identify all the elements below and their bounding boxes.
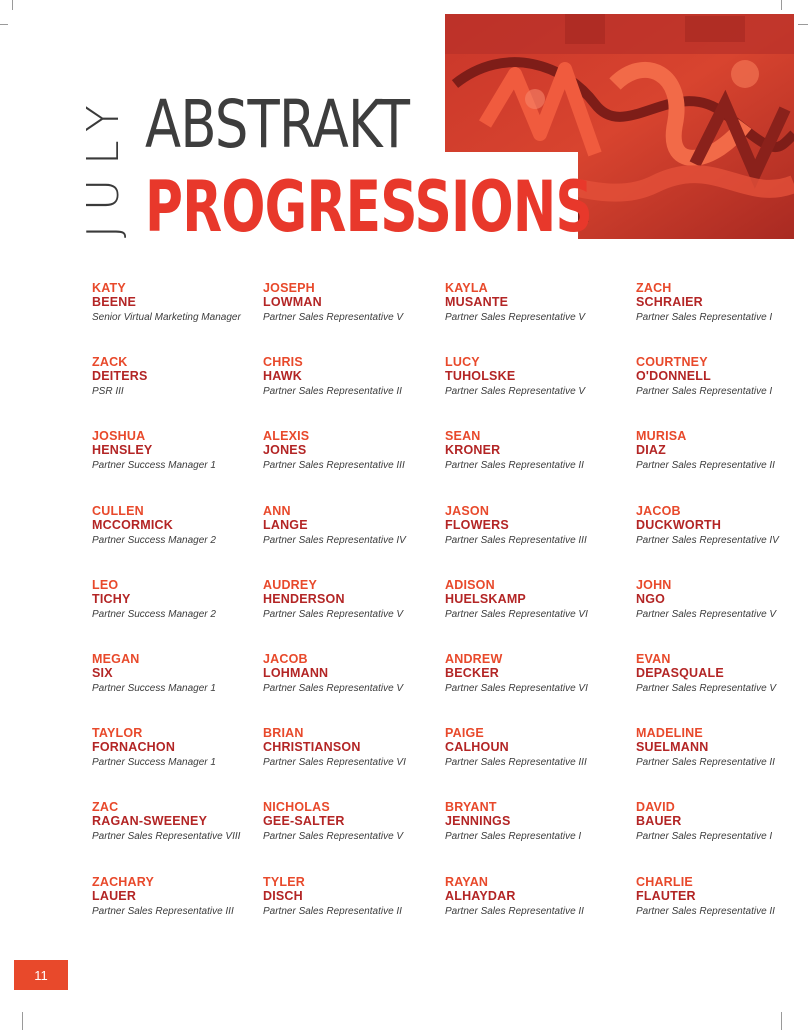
job-title: Partner Sales Representative VI — [445, 682, 588, 694]
last-name: SIX — [92, 665, 113, 680]
job-title: Partner Sales Representative II — [636, 757, 775, 769]
first-name: ZACK — [92, 355, 128, 370]
person-entry — [92, 430, 262, 504]
last-name: BAUER — [636, 814, 682, 829]
last-name: LOHMANN — [263, 665, 329, 680]
column-3 — [445, 282, 615, 950]
last-name: LOWMAN — [263, 295, 322, 309]
person-entry — [92, 801, 262, 875]
last-name: SUELMANN — [636, 740, 709, 755]
first-name: PAIGE — [445, 726, 484, 741]
person-entry — [92, 356, 262, 430]
last-name: FLAUTER — [636, 888, 696, 903]
first-name: ZAC — [92, 800, 119, 815]
last-name: TICHY — [92, 591, 131, 606]
first-name: SEAN — [445, 429, 481, 444]
person-entry — [445, 505, 615, 579]
last-name: SCHRAIER — [636, 295, 703, 309]
person-entry — [445, 430, 615, 504]
job-title: Partner Sales Representative I — [636, 386, 773, 398]
last-name: FLOWERS — [445, 517, 509, 532]
last-name: JONES — [263, 443, 307, 458]
job-title: Partner Sales Representative V — [445, 386, 586, 398]
job-title: Partner Sales Representative II — [263, 386, 402, 398]
last-name: MCCORMICK — [92, 517, 173, 532]
first-name: TYLER — [263, 874, 305, 889]
last-name: BECKER — [445, 665, 499, 680]
job-title: Partner Sales Representative III — [445, 757, 587, 769]
first-name: ANN — [263, 503, 291, 518]
last-name: DEITERS — [92, 369, 148, 384]
last-name: RAGAN-SWEENEY — [92, 814, 208, 829]
job-title: Partner Sales Representative V — [445, 312, 586, 323]
last-name: HUELSKAMP — [445, 591, 526, 606]
job-title: Partner Sales Representative VI — [263, 757, 406, 769]
job-title: Partner Sales Representative V — [636, 608, 777, 620]
last-name: DIAZ — [636, 443, 666, 458]
last-name: NGO — [636, 591, 666, 606]
last-name: DISCH — [263, 888, 303, 903]
person-entry — [92, 727, 262, 801]
last-name: ALHAYDAR — [445, 888, 516, 903]
first-name: KAYLA — [445, 281, 488, 295]
job-title: Partner Sales Representative III — [263, 460, 405, 472]
job-title: Partner Sales Representative III — [445, 534, 587, 546]
job-title: Senior Virtual Marketing Manager — [92, 312, 241, 323]
job-title: Partner Sales Representative IV — [636, 534, 779, 546]
first-name: CULLEN — [92, 503, 144, 518]
person-entry — [263, 282, 433, 356]
job-title: Partner Sales Representative II — [445, 905, 584, 917]
person-entry — [636, 801, 806, 875]
last-name: BEENE — [92, 295, 137, 309]
month-label: JULY — [78, 91, 129, 238]
person-entry — [636, 876, 806, 950]
first-name: LUCY — [445, 355, 480, 370]
last-name: JENNINGS — [445, 814, 511, 829]
first-name: AUDREY — [263, 577, 317, 592]
job-title: PSR III — [92, 386, 124, 398]
first-name: ALEXIS — [263, 429, 310, 444]
last-name: DUCKWORTH — [636, 517, 722, 532]
first-name: ADISON — [445, 577, 495, 592]
job-title: Partner Sales Representative V — [263, 831, 404, 843]
first-name: JOSHUA — [92, 429, 146, 444]
first-name: JACOB — [263, 651, 308, 666]
person-entry — [263, 356, 433, 430]
last-name: HAWK — [263, 369, 302, 384]
column-1 — [92, 282, 262, 950]
last-name: HENSLEY — [92, 443, 153, 458]
last-name: CHRISTIANSON — [263, 740, 361, 755]
person-entry — [445, 727, 615, 801]
person-entry — [92, 505, 262, 579]
column-2 — [263, 282, 433, 950]
first-name: LEO — [92, 577, 119, 592]
person-entry — [263, 579, 433, 653]
person-entry — [445, 356, 615, 430]
job-title: Partner Sales Representative VI — [445, 608, 588, 620]
job-title: Partner Sales Representative I — [445, 831, 582, 843]
column-4 — [636, 282, 806, 950]
person-entry — [636, 727, 806, 801]
first-name: CHRIS — [263, 355, 303, 370]
job-title: Partner Sales Representative IV — [263, 534, 406, 546]
person-entry — [636, 430, 806, 504]
job-title: Partner Sales Representative II — [263, 905, 402, 917]
job-title: Partner Success Manager 1 — [92, 460, 216, 472]
first-name: KATY — [92, 281, 126, 295]
first-name: ZACH — [636, 281, 672, 295]
person-entry — [263, 876, 433, 950]
first-name: ZACHARY — [92, 874, 155, 889]
person-entry — [636, 282, 806, 356]
person-entry — [263, 727, 433, 801]
last-name: LANGE — [263, 517, 308, 532]
first-name: BRIAN — [263, 726, 304, 741]
person-entry — [263, 430, 433, 504]
job-title: Partner Sales Representative II — [445, 460, 584, 472]
last-name: TUHOLSKE — [445, 369, 516, 384]
job-title: Partner Sales Representative I — [636, 312, 773, 323]
first-name: MURISA — [636, 429, 687, 444]
person-entry — [263, 801, 433, 875]
last-name: MUSANTE — [445, 295, 509, 309]
job-title: Partner Sales Representative I — [636, 831, 773, 843]
first-name: MADELINE — [636, 726, 703, 741]
job-title: Partner Sales Representative II — [636, 460, 775, 472]
job-title: Partner Success Manager 2 — [92, 608, 216, 620]
first-name: COURTNEY — [636, 355, 708, 370]
person-entry — [92, 579, 262, 653]
job-title: Partner Sales Representative III — [92, 905, 234, 917]
page-number: 11 — [14, 960, 68, 990]
job-title: Partner Sales Representative II — [636, 905, 775, 917]
job-title: Partner Sales Representative V — [263, 682, 404, 694]
first-name: ANDREW — [445, 651, 503, 666]
job-title: Partner Success Manager 2 — [92, 534, 216, 546]
person-entry — [445, 876, 615, 950]
person-entry — [636, 579, 806, 653]
last-name: O'DONNELL — [636, 369, 711, 384]
last-name: KRONER — [445, 443, 501, 458]
last-name: LAUER — [92, 888, 137, 903]
last-name: GEE-SALTER — [263, 814, 345, 829]
job-title: Partner Sales Representative V — [636, 682, 777, 694]
person-entry — [263, 653, 433, 727]
title-line-2: PROGRESSIONS — [145, 166, 593, 248]
first-name: DAVID — [636, 800, 675, 815]
job-title: Partner Sales Representative VIII — [92, 831, 241, 843]
person-entry — [445, 653, 615, 727]
person-entry — [445, 282, 615, 356]
person-entry — [636, 356, 806, 430]
person-entry — [92, 282, 262, 356]
job-title: Partner Sales Representative V — [263, 608, 404, 620]
person-entry — [92, 876, 262, 950]
person-entry — [445, 579, 615, 653]
person-entry — [445, 801, 615, 875]
first-name: RAYAN — [445, 874, 489, 889]
first-name: JOSEPH — [263, 281, 315, 295]
first-name: EVAN — [636, 651, 671, 666]
first-name: CHARLIE — [636, 874, 693, 889]
job-title: Partner Success Manager 1 — [92, 757, 216, 769]
first-name: JASON — [445, 503, 490, 518]
first-name: MEGAN — [92, 651, 140, 666]
first-name: JACOB — [636, 503, 681, 518]
last-name: HENDERSON — [263, 591, 345, 606]
first-name: BRYANT — [445, 800, 497, 815]
first-name: NICHOLAS — [263, 800, 330, 815]
title-line-1: ABSTRAKT — [145, 86, 410, 163]
job-title: Partner Sales Representative V — [263, 312, 404, 323]
first-name: JOHN — [636, 577, 672, 592]
first-name: TAYLOR — [92, 726, 143, 741]
last-name: FORNACHON — [92, 740, 176, 755]
person-entry — [636, 653, 806, 727]
job-title: Partner Success Manager 1 — [92, 682, 216, 694]
person-entry — [92, 653, 262, 727]
last-name: CALHOUN — [445, 740, 509, 755]
person-entry — [636, 505, 806, 579]
person-entry — [263, 505, 433, 579]
last-name: DEPASQUALE — [636, 665, 724, 680]
